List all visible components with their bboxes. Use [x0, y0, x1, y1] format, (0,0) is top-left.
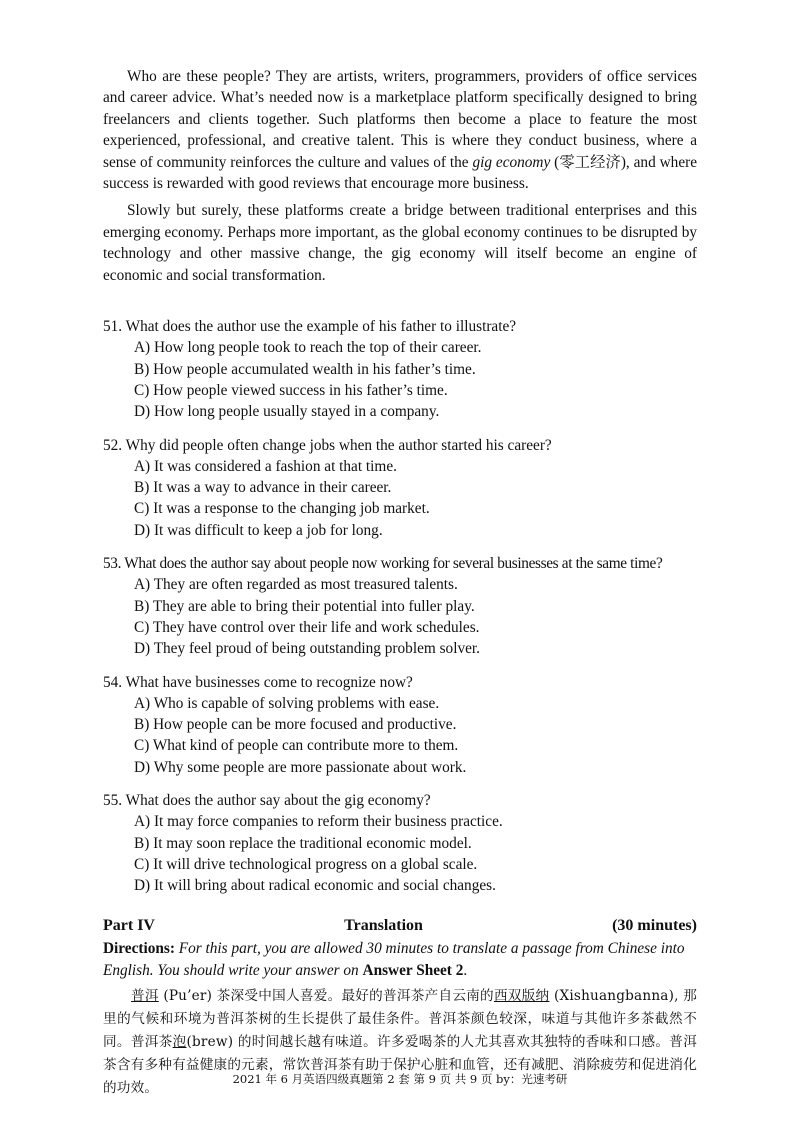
question-stem: 55. What does the author say about the gig economy? — [103, 792, 431, 809]
question-53 — [103, 553, 697, 659]
option-c: C) It was a response to the changing job market. — [134, 500, 430, 518]
underlined-term: 泡 — [172, 1034, 187, 1051]
option-b: B) It was a way to advance in their career. — [134, 479, 392, 497]
option-b: B) How people accumulated wealth in his father’s time. — [134, 360, 476, 378]
option-d: D) It will bring about radical economic and social changes. — [134, 877, 496, 895]
part-title: Translation — [344, 917, 423, 935]
question-54 — [103, 672, 697, 778]
question-stem: 54. What have businesses come to recognize now? — [103, 673, 413, 691]
option-a: A) It may force companies to reform their business practice. — [134, 813, 503, 831]
option-c: C) It will drive technological progress on a global scale. — [134, 855, 478, 873]
question-stem: 52. Why did people often change jobs when the author started his career? — [103, 436, 552, 454]
option-d: D) They feel proud of being outstanding problem solver. — [134, 640, 480, 658]
option-b: B) It may soon replace the traditional economic model. — [134, 834, 472, 852]
translation-passage: 普洱 (Pu’er) 茶深受中国人喜爱。最好的普洱茶产自云南的西双版纳 (Xishuangbanna), 那里的气候和环境为普洱茶树的生长提供了最佳条件。普洱茶颜色较深，味道与其他许多茶截然不同。普洱茶泡(brew) 的时间越长越有味道。许多爱喝茶的人尤其喜欢其独特的香味和口感。普洱茶含有多种有益健康的元素，常饮普洱茶有助于保护心脏和血管，还有减肥、消除疲劳和促进消化的功效。 — [103, 988, 698, 1097]
question-stem: 51. What does the author use the example of his father to illustrate? — [103, 318, 517, 336]
question-stem: 53. What does the author say about people now working for several businesses at the same time? — [103, 555, 663, 573]
underlined-term: 普洱 — [131, 988, 159, 1005]
option-d: D) It was difficult to keep a job for long. — [134, 521, 383, 539]
page-footer: 2021 年 6 月英语四级真题第 2 套 第 9 页 共 9 页 by：光速考研 — [232, 1072, 568, 1086]
part-header — [103, 916, 697, 936]
part-time: (30 minutes) — [612, 917, 697, 935]
option-b: B) They are able to bring their potential into fuller play. — [134, 597, 475, 615]
option-a: A) They are often regarded as most treasured talents. — [134, 576, 458, 594]
passage-paragraph: Who are these people? They are artists, writers, programmers, providers of office services and career advice. What’s needed now is a marketplace platform specifically designed to bring freelancers and clients together. Such platforms then become a place to feature the most experienced, professional, and creative talent. This is where they conduct business, where a sense of community reinforces the culture and values of the gig economy (零工经济), and where success is rewarded with good reviews that encourage more business. — [103, 68, 697, 193]
passage-paragraph: Slowly but surely, these platforms create a bridge between traditional enterprises and this emerging economy. Perhaps more important, as the global economy continues to be disrupted by technology and other massive change, the gig economy will itself become an engine of economic and social transformation. — [103, 202, 697, 284]
option-c: C) How people viewed success in his father’s time. — [134, 381, 448, 399]
question-51 — [103, 316, 697, 422]
option-a: A) Who is capable of solving problems with ease. — [134, 694, 440, 712]
option-a: A) How long people took to reach the top of their career. — [134, 339, 482, 357]
part-label: Part IV — [103, 917, 155, 935]
option-c: C) They have control over their life and work schedules. — [134, 618, 480, 636]
exam-page — [103, 66, 697, 1100]
option-b: B) How people can be more focused and productive. — [134, 716, 457, 734]
question-52 — [103, 435, 697, 541]
underlined-term: 西双版纳 — [493, 988, 550, 1005]
option-d: D) How long people usually stayed in a company. — [134, 403, 440, 421]
option-c: C) What kind of people can contribute more to them. — [134, 737, 459, 755]
option-d: D) Why some people are more passionate about work. — [134, 758, 467, 776]
gig-economy-term: gig economy — [472, 153, 551, 171]
option-a: A) It was considered a fashion at that time. — [134, 457, 397, 475]
question-55 — [103, 790, 697, 896]
directions: Directions: For this part, you are allowed 30 minutes to translate a passage from Chinese into English. You should write your answer on Answer Sheet 2. — [103, 940, 685, 979]
